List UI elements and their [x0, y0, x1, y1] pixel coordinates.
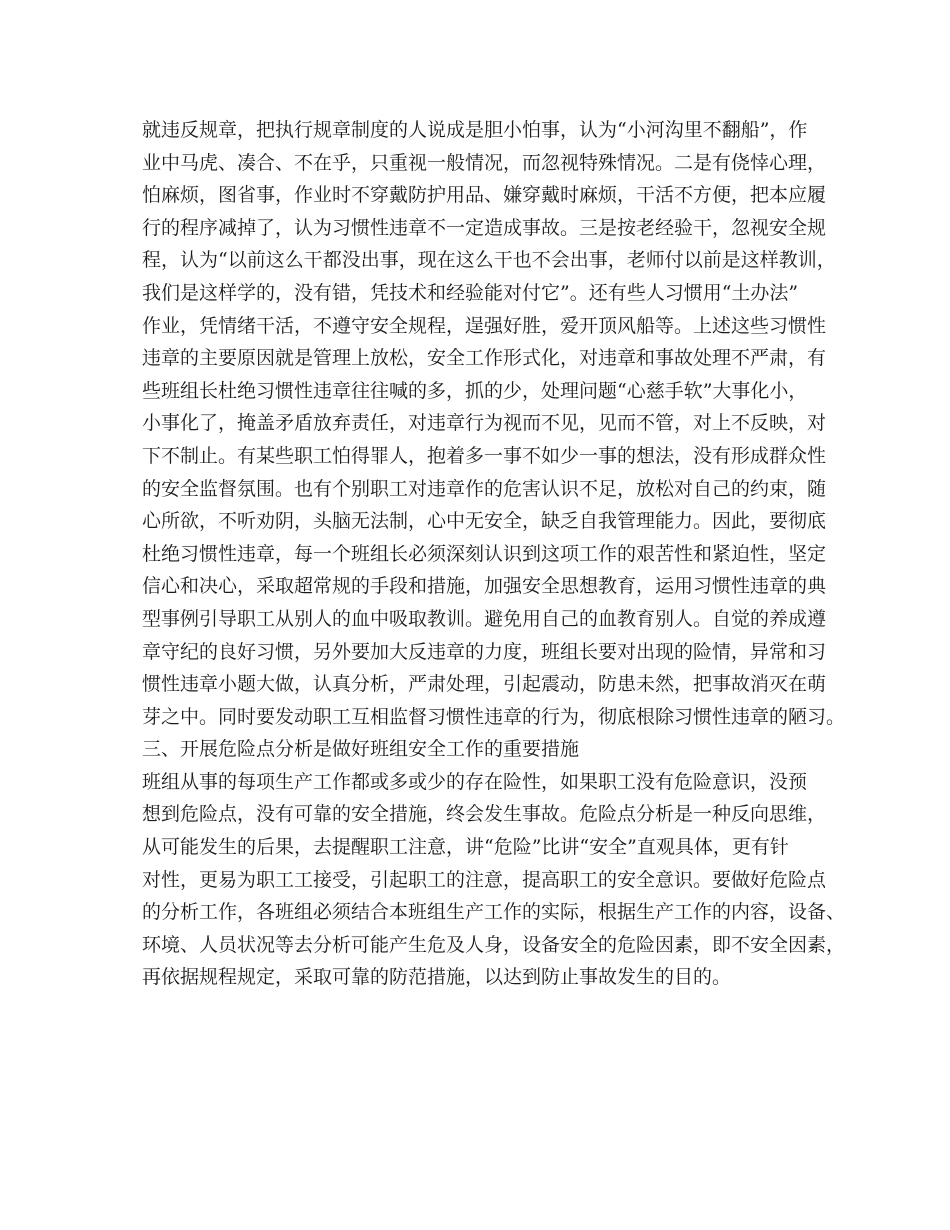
- text-line: 芽之中。同时要发动职工互相监督习惯性违章的行为，彻底根除习惯性违章的陋习。: [142, 705, 846, 728]
- body-text: [142, 114, 846, 994]
- text-line: 型事例引导职工从别人的血中吸取教训。避免用自己的血教育别人。自觉的养成遵: [142, 607, 827, 630]
- text-line: 作业，凭情绪干活，不遵守安全规程，逞强好胜，爱开顶风船等。上述这些习惯性: [142, 314, 827, 337]
- text-line: 环境、人员状况等去分析可能产生危及人身，设备安全的危险因素，即不安全因素，: [142, 933, 846, 956]
- text-line: 章守纪的良好习惯，另外要加大反违章的力度，班组长要对出现的险情，异常和习: [142, 640, 827, 663]
- text-line: 的分析工作，各班组必须结合本班组生产工作的实际，根据生产工作的内容，设备、: [142, 901, 846, 924]
- text-line: 违章的主要原因就是管理上放松，安全工作形式化，对违章和事故处理不严肃，有: [142, 347, 827, 370]
- text-line: 下不制止。有某些职工怕得罪人，抱着多一事不如少一事的想法，没有形成群众性: [142, 444, 827, 467]
- text-line: 杜绝习惯性违章，每一个班组长必须深刻认识到这项工作的艰苦性和紧迫性，坚定: [142, 542, 827, 565]
- text-line: 惯性违章小题大做，认真分析，严肃处理，引起震动，防患未然，把事故消灭在萌: [142, 673, 827, 696]
- text-line: 我们是这样学的，没有错，凭技术和经验能对付它”。还有些人习惯用“土办法”: [142, 281, 799, 304]
- text-line: 心所欲，不听劝阴，头脑无法制，心中无安全，缺乏自我管理能力。因此，要彻底: [142, 510, 827, 533]
- text-line: 班组从事的每项生产工作都或多或少的存在险性，如果职工没有危险意识，没预: [142, 770, 808, 793]
- text-line: 怕麻烦，图省事，作业时不穿戴防护用品、嫌穿戴时麻烦，干活不方便，把本应履: [142, 184, 827, 207]
- text-line: 信心和决心，采取超常规的手段和措施，加强安全思想教育，运用习惯性违章的典: [142, 575, 827, 598]
- text-line: 程，认为“以前这么干都没出事，现在这么干也不会出事，老师付以前是这样教训，: [142, 249, 836, 272]
- text-line: 对性，更易为职工工接受，引起职工的注意，提高职工的安全意识。要做好危险点: [142, 868, 827, 891]
- section-heading: 三、开展危险点分析是做好班组安全工作的重要措施: [142, 738, 580, 761]
- text-line: 想到危险点，没有可靠的安全措施，终会发生事故。危险点分析是一种反向思维，: [142, 803, 827, 826]
- text-line: 就违反规章，把执行规章制度的人说成是胆小怕事，认为“小河沟里不翻船”，作: [142, 119, 808, 141]
- text-line: 些班组长杜绝习惯性违章往往喊的多，抓的少，处理问题“心慈手软”大事化小，: [142, 379, 808, 402]
- text-line: 小事化了，掩盖矛盾放弃责任，对违章行为视而不见，见而不管，对上不反映，对: [142, 412, 827, 435]
- text-line: 的安全监督氛围。也有个别职工对违章作的危害认识不足，放松对自己的约束，随: [142, 477, 827, 500]
- text-line: 业中马虎、凑合、不在乎，只重视一般情况，而忽视特殊情况。二是有侥悻心理，: [142, 151, 827, 174]
- text-line: 从可能发生的后果，去提醒职工注意，讲“危险”比讲“安全”直观具体，更有针: [142, 836, 789, 859]
- text-line: 行的程序减掉了，认为习惯性违章不一定造成事故。三是按老经验干，忽视安全规: [142, 216, 827, 239]
- text-line: 再依据规程规定，采取可靠的防范措施，以达到防止事故发生的目的。: [142, 966, 732, 989]
